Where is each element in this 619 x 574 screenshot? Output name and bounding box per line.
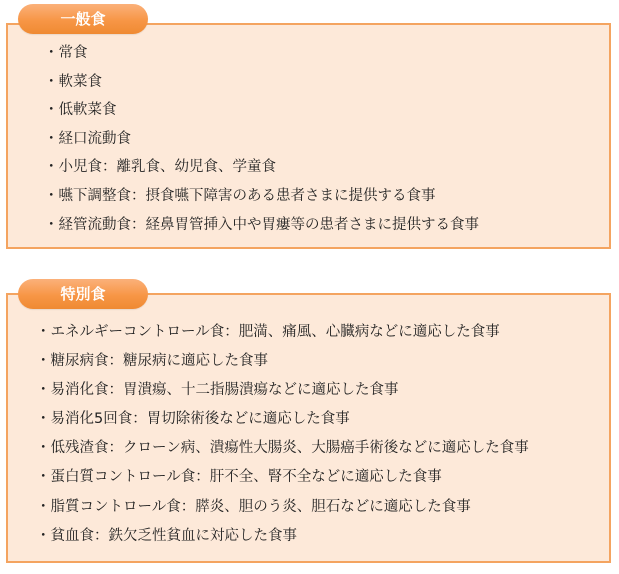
list-item: ・エネルギーコントロール食：肥満、痛風、心臓病などに適応した食事 bbox=[36, 324, 500, 340]
general-meals-heading: 一般食 bbox=[18, 4, 148, 34]
list-item: ・小児食：離乳食、幼児食、学童食 bbox=[44, 159, 276, 176]
special-meals-heading: 特別食 bbox=[18, 279, 148, 309]
list-item: ・易消化5回食：胃切除術後などに適応した食事 bbox=[36, 411, 350, 428]
list-item: ・常食 bbox=[44, 45, 88, 61]
list-item: ・低軟菜食 bbox=[44, 102, 117, 119]
list-item: ・低残渣食：クローン病、潰瘍性大腸炎、大腸癌手術後などに適応した食事 bbox=[36, 440, 529, 457]
list-item: ・貧血食：鉄欠乏性貧血に対応した食事 bbox=[36, 527, 297, 544]
list-item: ・脂質コントロール食：膵炎、胆のう炎、胆石などに適応した食事 bbox=[36, 498, 471, 515]
list-item: ・軟菜食 bbox=[44, 73, 102, 90]
list-item: ・嚥下調整食：摂食嚥下障害のある患者さまに提供する食事 bbox=[44, 187, 436, 204]
list-item: ・蛋白質コントロール食：肝不全、腎不全などに適応した食事 bbox=[36, 469, 442, 486]
list-item: ・糖尿病食：糖尿病に適応した食事 bbox=[36, 353, 268, 370]
list-item: ・経口流動食 bbox=[44, 130, 131, 147]
general-meals-list bbox=[44, 42, 479, 242]
list-item: ・経管流動食：経鼻胃管挿入中や胃瘻等の患者さまに提供する食事 bbox=[44, 216, 479, 233]
list-item: ・易消化食：胃潰瘍、十二指腸潰瘍などに適応した食事 bbox=[36, 382, 399, 399]
special-meals-list bbox=[36, 321, 529, 554]
